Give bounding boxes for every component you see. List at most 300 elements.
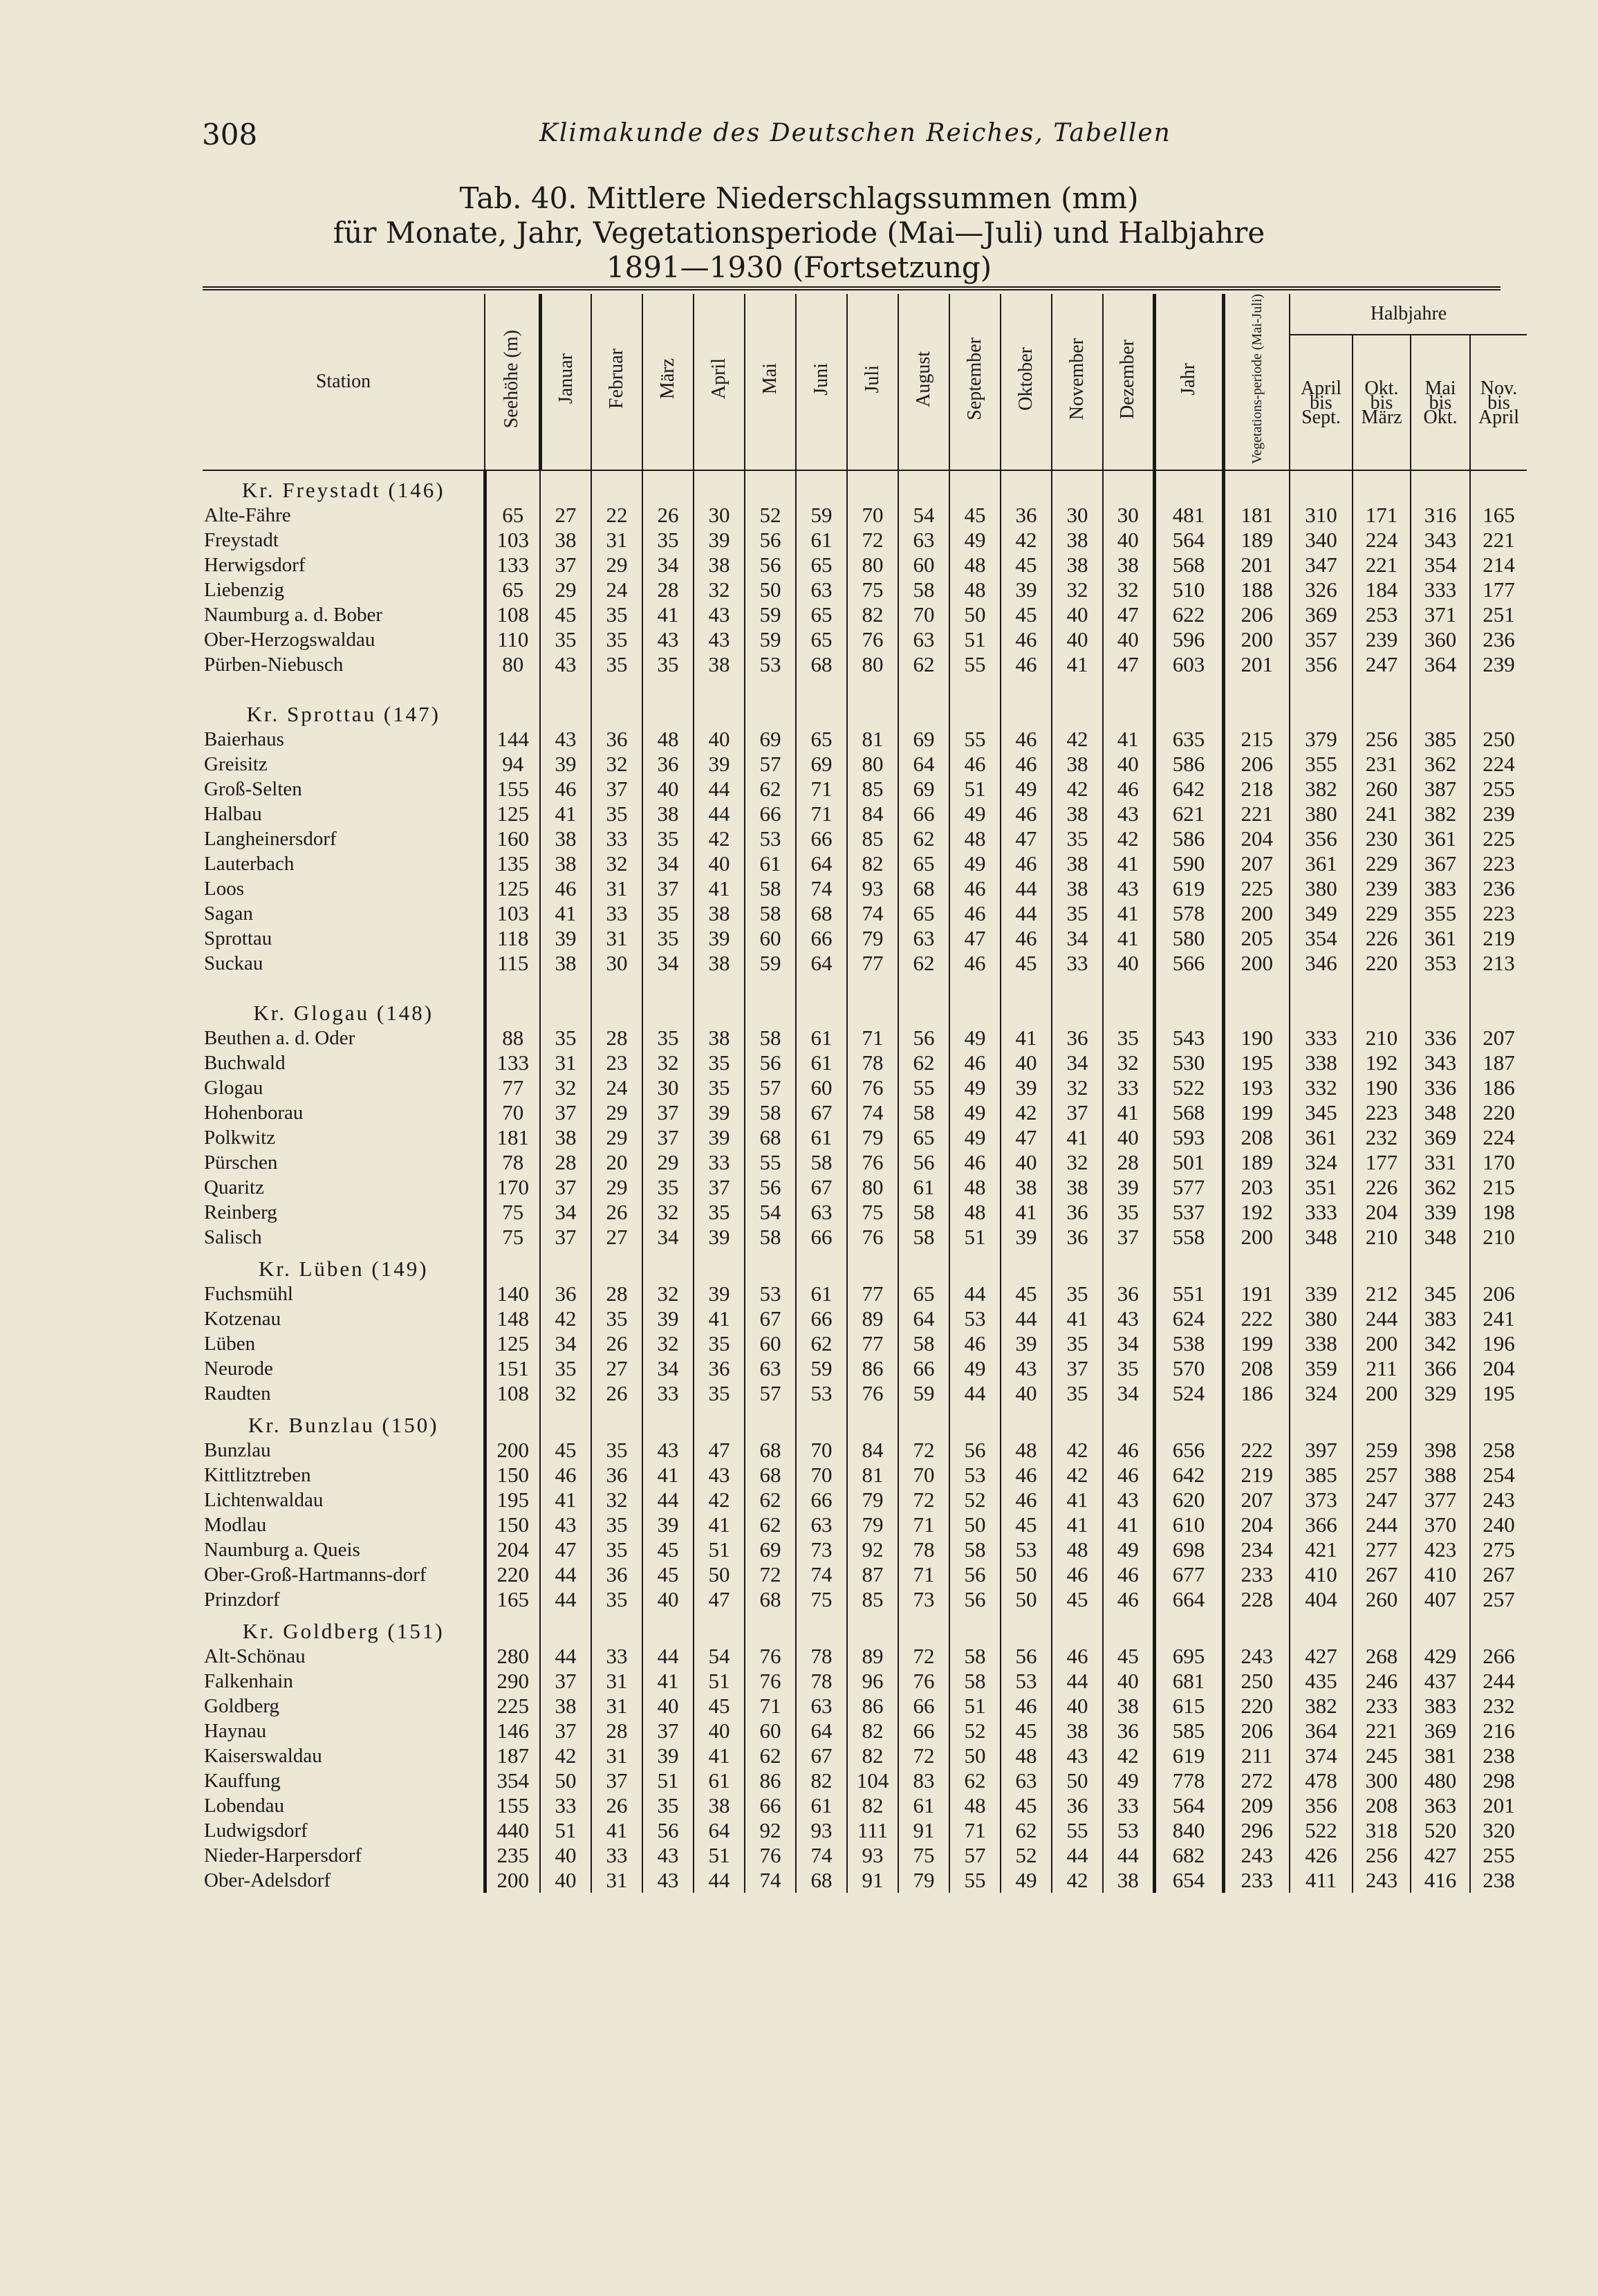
table-cell: 46: [540, 777, 591, 802]
table-cell: 48: [949, 553, 1001, 577]
table-cell: 61: [898, 1793, 949, 1818]
table-cell: 236: [1470, 876, 1527, 901]
table-cell: 35: [642, 901, 694, 926]
table-cell: 355: [1290, 752, 1353, 777]
table-cell: 254: [1470, 1463, 1527, 1488]
table-cell: 69: [898, 727, 949, 752]
table-row: [203, 926, 1527, 951]
station-name: Ober-Adelsdorf: [204, 1869, 331, 1891]
table-cell: 46: [1052, 1562, 1103, 1587]
table-cell: 336: [1411, 1026, 1470, 1050]
table-cell: 63: [796, 1512, 847, 1537]
table-cell: 61: [745, 851, 796, 876]
table-cell: 41: [642, 602, 694, 627]
table-cell: 39: [694, 528, 745, 553]
table-cell: 397: [1290, 1438, 1353, 1463]
table-cell: 221: [1353, 1719, 1411, 1743]
table-cell: 43: [642, 1868, 694, 1893]
table-cell: 47: [949, 926, 1001, 951]
table-cell: 26: [591, 1793, 642, 1818]
table-row: [203, 1331, 1527, 1356]
table-cell: 41: [1103, 1100, 1154, 1125]
table-row: [203, 727, 1527, 752]
table-cell: 91: [898, 1818, 949, 1843]
table-cell: 35: [642, 1793, 694, 1818]
table-cell: 72: [847, 528, 898, 553]
table-row: [203, 1719, 1527, 1743]
table-cell: 75: [796, 1587, 847, 1612]
table-cell: 30: [1052, 503, 1103, 528]
station-name: Goldberg: [204, 1694, 280, 1717]
table-cell: 38: [694, 901, 745, 926]
col-header-elevation: Seehöhe (m): [485, 294, 540, 470]
table-cell: 356: [1290, 1793, 1353, 1818]
table-cell: 208: [1353, 1793, 1411, 1818]
table-row: [203, 1512, 1527, 1537]
table-cell: 382: [1290, 1694, 1353, 1719]
station-name: Alt-Schönau: [204, 1645, 306, 1667]
table-cell: 57: [745, 752, 796, 777]
table-cell: 32: [1103, 577, 1154, 602]
col-header-may-oct: Mai bis Okt.: [1411, 335, 1470, 470]
table-cell: 250: [1470, 727, 1527, 752]
table-cell: 41: [1052, 1512, 1103, 1537]
table-cell: 103: [485, 901, 540, 926]
col-header-december: Dezember: [1103, 294, 1154, 470]
table-cell: 28: [591, 1281, 642, 1306]
table-cell: 387: [1411, 777, 1470, 802]
table-cell: 31: [540, 1050, 591, 1075]
table-cell: 58: [745, 1225, 796, 1250]
table-cell: 343: [1411, 528, 1470, 553]
table-cell: 388: [1411, 1463, 1470, 1488]
table-row: [203, 802, 1527, 826]
table-cell: 324: [1290, 1150, 1353, 1175]
table-cell: 225: [1470, 826, 1527, 851]
table-cell: 39: [642, 1306, 694, 1331]
table-cell: 42: [1052, 727, 1103, 752]
table-row: [203, 851, 1527, 876]
table-cell: 44: [540, 1587, 591, 1612]
table-cell: 41: [1103, 851, 1154, 876]
table-cell: 51: [540, 1818, 591, 1843]
col-header-half-years: Halbjahre: [1290, 294, 1527, 335]
table-cell: 530: [1154, 1050, 1223, 1075]
table-cell: 234: [1223, 1537, 1290, 1562]
table-cell: 220: [1353, 951, 1411, 976]
table-cell: 34: [1052, 1050, 1103, 1075]
table-cell: 840: [1154, 1818, 1223, 1843]
table-cell: 74: [847, 1100, 898, 1125]
table-cell: 46: [1001, 926, 1052, 951]
table-cell: 778: [1154, 1768, 1223, 1793]
table-cell: 66: [898, 1356, 949, 1381]
table-cell: 64: [694, 1818, 745, 1843]
table-cell: 258: [1470, 1438, 1527, 1463]
table-cell: 29: [591, 1175, 642, 1200]
table-cell: 310: [1290, 503, 1353, 528]
table-cell: 200: [1353, 1331, 1411, 1356]
table-cell: 243: [1353, 1868, 1411, 1893]
table-cell: 58: [949, 1644, 1001, 1669]
table-cell: 615: [1154, 1694, 1223, 1719]
table-cell: 480: [1411, 1768, 1470, 1793]
table-cell: 201: [1223, 652, 1290, 677]
table-cell: 42: [1052, 1438, 1103, 1463]
table-cell: 44: [1052, 1669, 1103, 1694]
table-cell: 37: [1052, 1356, 1103, 1381]
table-cell: 189: [1223, 1150, 1290, 1175]
table-cell: 551: [1154, 1281, 1223, 1306]
table-cell: 32: [540, 1075, 591, 1100]
table-cell: 364: [1411, 652, 1470, 677]
table-cell: 27: [591, 1225, 642, 1250]
table-cell: 698: [1154, 1537, 1223, 1562]
table-cell: 93: [847, 1843, 898, 1868]
table-cell: 50: [949, 1743, 1001, 1768]
table-cell: 89: [847, 1644, 898, 1669]
table-cell: 37: [540, 1719, 591, 1743]
table-cell: 244: [1470, 1669, 1527, 1694]
table-cell: 61: [796, 528, 847, 553]
table-cell: 40: [540, 1868, 591, 1893]
table-cell: 46: [1001, 802, 1052, 826]
table-cell: 35: [1052, 826, 1103, 851]
table-cell: 55: [898, 1075, 949, 1100]
table-cell: 411: [1290, 1868, 1353, 1893]
table-cell: 38: [540, 951, 591, 976]
table-cell: 35: [591, 802, 642, 826]
table-cell: 40: [540, 1843, 591, 1868]
table-cell: 221: [1223, 802, 1290, 826]
table-cell: 347: [1290, 553, 1353, 577]
table-cell: 27: [540, 503, 591, 528]
table-cell: 260: [1353, 1587, 1411, 1612]
table-cell: 41: [1103, 901, 1154, 926]
district-name: Kr. Goldberg (151): [242, 1619, 445, 1644]
table-cell: 125: [485, 802, 540, 826]
table-cell: 52: [949, 1488, 1001, 1512]
table-cell: 44: [949, 1381, 1001, 1406]
table-row: [203, 602, 1527, 627]
table-cell: 155: [485, 1793, 540, 1818]
table-cell: 28: [591, 1719, 642, 1743]
table-cell: 369: [1411, 1719, 1470, 1743]
table-cell: 30: [642, 1075, 694, 1100]
table-cell: 57: [745, 1381, 796, 1406]
table-cell: 27: [591, 1356, 642, 1381]
table-cell: 75: [485, 1200, 540, 1225]
table-cell: 654: [1154, 1868, 1223, 1893]
station-name: Lüben: [204, 1332, 256, 1355]
table-cell: 343: [1411, 1050, 1470, 1075]
table-cell: 259: [1353, 1438, 1411, 1463]
table-cell: 524: [1154, 1381, 1223, 1406]
table-cell: 160: [485, 826, 540, 851]
table-cell: 56: [898, 1150, 949, 1175]
table-cell: 32: [642, 1050, 694, 1075]
table-cell: 49: [1103, 1537, 1154, 1562]
table-cell: 371: [1411, 602, 1470, 627]
table-row: [203, 1306, 1527, 1331]
table-cell: 244: [1353, 1306, 1411, 1331]
table-cell: 220: [1470, 1100, 1527, 1125]
table-cell: 205: [1223, 926, 1290, 951]
table-cell: 46: [949, 951, 1001, 976]
table-cell: 64: [796, 1719, 847, 1743]
table-cell: 361: [1290, 1125, 1353, 1150]
table-cell: 677: [1154, 1562, 1223, 1587]
station-name: Naumburg a. d. Bober: [204, 603, 382, 626]
district-name: Kr. Freystadt (146): [241, 478, 445, 503]
table-cell: 212: [1353, 1281, 1411, 1306]
table-cell: 62: [898, 1050, 949, 1075]
table-cell: 30: [591, 951, 642, 976]
table-cell: 38: [540, 528, 591, 553]
table-cell: 619: [1154, 876, 1223, 901]
table-cell: 84: [847, 802, 898, 826]
table-cell: 46: [949, 752, 1001, 777]
station-name: Fuchsmühl: [204, 1282, 293, 1305]
table-cell: 45: [1052, 1587, 1103, 1612]
table-cell: 45: [1001, 1793, 1052, 1818]
table-cell: 43: [642, 627, 694, 652]
table-cell: 356: [1290, 826, 1353, 851]
table-body: [203, 470, 1527, 1893]
table-cell: 41: [1103, 727, 1154, 752]
spacer-row: [203, 976, 1527, 994]
table-cell: 32: [642, 1200, 694, 1225]
table-cell: 61: [796, 1281, 847, 1306]
table-cell: 42: [1001, 528, 1052, 553]
table-cell: 68: [796, 1868, 847, 1893]
station-name: Lobendau: [204, 1794, 284, 1817]
table-cell: 201: [1470, 1793, 1527, 1818]
table-cell: 206: [1223, 752, 1290, 777]
table-cell: 33: [591, 826, 642, 851]
table-cell: 46: [949, 876, 1001, 901]
station-name: Beuthen a. d. Oder: [204, 1026, 355, 1049]
table-cell: 72: [745, 1562, 796, 1587]
table-cell: 50: [745, 577, 796, 602]
table-cell: 94: [485, 752, 540, 777]
table-cell: 50: [1001, 1587, 1052, 1612]
table-row: [203, 577, 1527, 602]
table-cell: 68: [745, 1587, 796, 1612]
table-cell: 361: [1411, 926, 1470, 951]
table-cell: 66: [796, 1488, 847, 1512]
table-cell: 39: [1103, 1175, 1154, 1200]
table-cell: 55: [949, 1868, 1001, 1893]
table-cell: 49: [949, 1125, 1001, 1150]
station-name: Ober-Herzogswaldau: [204, 628, 375, 651]
col-header-march: März: [642, 294, 694, 470]
table-cell: 578: [1154, 901, 1223, 926]
table-cell: 43: [694, 627, 745, 652]
table-cell: 220: [1223, 1694, 1290, 1719]
table-cell: 49: [949, 528, 1001, 553]
table-cell: 50: [1052, 1768, 1103, 1793]
table-cell: 81: [847, 727, 898, 752]
table-row: [203, 1356, 1527, 1381]
table-cell: 79: [847, 1512, 898, 1537]
table-row: [203, 1768, 1527, 1793]
table-cell: 208: [1223, 1125, 1290, 1150]
table-cell: 63: [796, 1694, 847, 1719]
table-cell: 58: [745, 1026, 796, 1050]
table-cell: 39: [1001, 1225, 1052, 1250]
table-cell: 225: [485, 1694, 540, 1719]
table-cell: 41: [694, 1743, 745, 1768]
col-header-june: Juni: [796, 294, 847, 470]
table-cell: 619: [1154, 1743, 1223, 1768]
table-cell: 51: [642, 1768, 694, 1793]
table-cell: 50: [949, 1512, 1001, 1537]
table-cell: 74: [796, 876, 847, 901]
table-cell: 38: [1052, 528, 1103, 553]
table-cell: 71: [796, 802, 847, 826]
table-cell: 366: [1411, 1356, 1470, 1381]
table-cell: 385: [1290, 1463, 1353, 1488]
table-cell: 26: [591, 1331, 642, 1356]
table-cell: 229: [1353, 901, 1411, 926]
table-cell: 621: [1154, 802, 1223, 826]
table-cell: 481: [1154, 503, 1223, 528]
table-cell: 200: [1223, 627, 1290, 652]
title-line-2: für Monate, Jahr, Vegetationsperiode (Mai—Juli) und Halbjahre: [333, 216, 1265, 250]
table-cell: 70: [898, 602, 949, 627]
table-row: [203, 1669, 1527, 1694]
table-cell: 33: [591, 1644, 642, 1669]
table-row: [203, 1281, 1527, 1306]
col-header-august: August: [898, 294, 949, 470]
table-cell: 93: [796, 1818, 847, 1843]
station-name: Kittlitztreben: [204, 1463, 311, 1486]
table-cell: 374: [1290, 1743, 1353, 1768]
table-cell: 49: [949, 1075, 1001, 1100]
table-cell: 45: [1001, 1512, 1052, 1537]
table-cell: 58: [949, 1669, 1001, 1694]
table-cell: 203: [1223, 1175, 1290, 1200]
table-cell: 41: [540, 901, 591, 926]
table-cell: 80: [847, 553, 898, 577]
table-row: [203, 503, 1527, 528]
table-cell: 70: [898, 1463, 949, 1488]
table-cell: 32: [642, 1331, 694, 1356]
table-cell: 62: [949, 1768, 1001, 1793]
table-cell: 642: [1154, 1463, 1223, 1488]
table-cell: 226: [1353, 1175, 1411, 1200]
table-cell: 221: [1353, 553, 1411, 577]
table-cell: 267: [1353, 1562, 1411, 1587]
table-cell: 37: [642, 1125, 694, 1150]
table-cell: 32: [694, 577, 745, 602]
table-cell: 40: [1052, 1694, 1103, 1719]
table-cell: 45: [540, 1438, 591, 1463]
table-cell: 239: [1470, 652, 1527, 677]
station-name: Pürben-Niebusch: [204, 653, 344, 676]
table-cell: 71: [796, 777, 847, 802]
table-cell: 348: [1290, 1225, 1353, 1250]
table-cell: 32: [1052, 1150, 1103, 1175]
table-cell: 35: [1103, 1356, 1154, 1381]
table-cell: 410: [1411, 1562, 1470, 1587]
table-cell: 570: [1154, 1356, 1223, 1381]
table-cell: 40: [1103, 951, 1154, 976]
table-row: [203, 1537, 1527, 1562]
table-cell: 46: [1001, 1463, 1052, 1488]
table-cell: 219: [1470, 926, 1527, 951]
table-cell: 39: [642, 1512, 694, 1537]
table-cell: 238: [1470, 1868, 1527, 1893]
table-cell: 243: [1223, 1644, 1290, 1669]
table-row: [203, 1694, 1527, 1719]
table-cell: 67: [745, 1306, 796, 1331]
table-cell: 76: [847, 1150, 898, 1175]
table-cell: 222: [1223, 1438, 1290, 1463]
table-cell: 76: [745, 1644, 796, 1669]
table-cell: 46: [949, 1331, 1001, 1356]
table-cell: 28: [1103, 1150, 1154, 1175]
table-cell: 37: [591, 1768, 642, 1793]
table-cell: 37: [540, 1175, 591, 1200]
table-cell: 35: [694, 1200, 745, 1225]
table-cell: 48: [949, 577, 1001, 602]
table-cell: 46: [1103, 1463, 1154, 1488]
table-cell: 43: [694, 602, 745, 627]
table-cell: 215: [1470, 1175, 1527, 1200]
table-cell: 42: [694, 826, 745, 851]
table-cell: 42: [1001, 1100, 1052, 1125]
table-cell: 610: [1154, 1512, 1223, 1537]
table-cell: 53: [949, 1306, 1001, 1331]
district-row: [203, 1250, 1527, 1281]
table-cell: 84: [847, 1438, 898, 1463]
table-cell: 65: [898, 901, 949, 926]
table-cell: 36: [1052, 1026, 1103, 1050]
table-top-rule: [203, 286, 1501, 292]
table-cell: 590: [1154, 851, 1223, 876]
table-cell: 268: [1353, 1644, 1411, 1669]
table-cell: 59: [745, 602, 796, 627]
table-cell: 46: [540, 876, 591, 901]
table-cell: 62: [745, 1488, 796, 1512]
table-cell: 150: [485, 1463, 540, 1488]
table-cell: 35: [642, 1175, 694, 1200]
table-cell: 247: [1353, 652, 1411, 677]
table-cell: 41: [1052, 652, 1103, 677]
table-cell: 35: [642, 1026, 694, 1050]
table-cell: 62: [796, 1331, 847, 1356]
table-cell: 47: [1001, 1125, 1052, 1150]
table-cell: 46: [1103, 777, 1154, 802]
table-cell: 42: [1103, 1743, 1154, 1768]
table-cell: 58: [898, 577, 949, 602]
table-cell: 65: [898, 1125, 949, 1150]
table-cell: 345: [1411, 1281, 1470, 1306]
table-cell: 41: [1052, 1125, 1103, 1150]
table-cell: 49: [949, 802, 1001, 826]
table-cell: 38: [1052, 553, 1103, 577]
table-cell: 51: [694, 1669, 745, 1694]
table-cell: 41: [591, 1818, 642, 1843]
table-row: [203, 1644, 1527, 1669]
table-cell: 33: [591, 1843, 642, 1868]
station-name: Neurode: [204, 1357, 273, 1380]
table-cell: 34: [540, 1200, 591, 1225]
table-cell: 70: [796, 1463, 847, 1488]
col-header-year: Jahr: [1154, 294, 1223, 470]
